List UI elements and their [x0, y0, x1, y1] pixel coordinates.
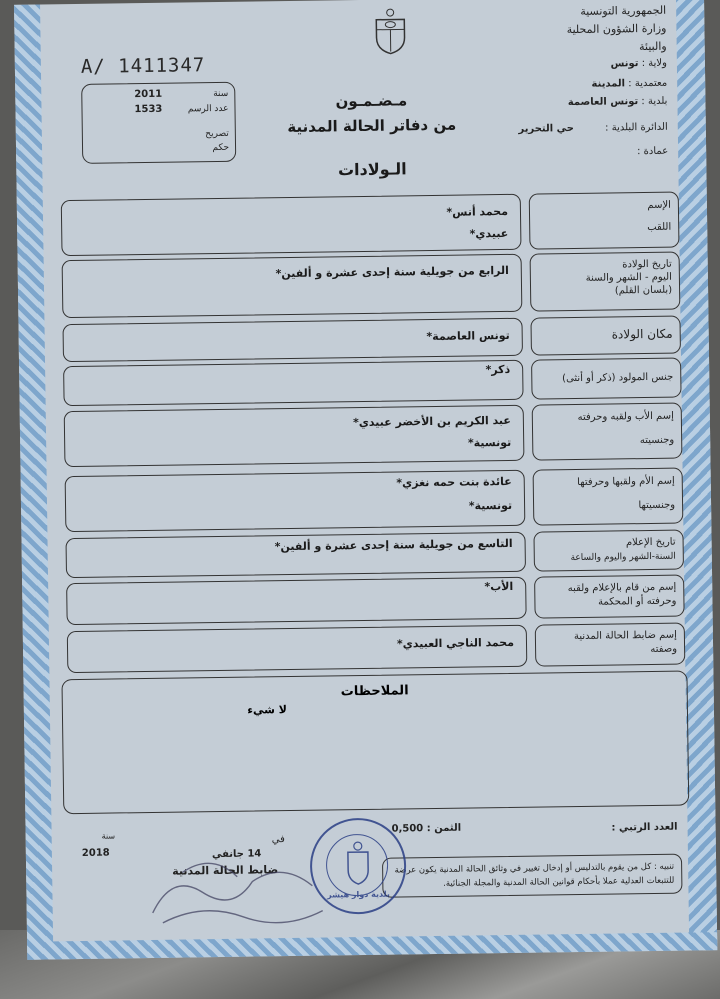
declarant: الأب* [484, 579, 514, 594]
registry-number: 1533 [134, 103, 163, 116]
father-value-cell [64, 405, 525, 467]
name-label-cell: الإسم اللقب [529, 192, 680, 250]
sex-value: ذكر* [485, 362, 511, 377]
dob-value-cell [62, 254, 523, 318]
officer-value-cell [67, 625, 528, 673]
ministry-label: وزارة الشؤون المحلية [566, 21, 667, 37]
wilaya-line: ولاية : تونس [610, 57, 667, 70]
sex-value-cell [63, 360, 524, 406]
number-label: عدد الرسم [187, 103, 229, 115]
issue-year: 2018 [81, 847, 110, 859]
officer-signature-icon [142, 840, 343, 933]
date-line: 14 جانفي [211, 848, 262, 861]
serial-label: العدد الرتبي : [611, 821, 678, 834]
decl-date-label-cell: تاريخ الإعلام السنة-الشهر واليوم والساعة [533, 530, 684, 572]
officer-label-cell: إسم ضابط الحالة المدنية وصفته [535, 623, 686, 667]
row-declarant [66, 575, 685, 626]
warning-box: تنبيه : كل من يقوم بالتدليس أو إدخال تغيير في وثائق الحالة المدنية يكون عرضة للتتبعات العدلية عملا بأحكام قوانين الحالة المدنية والمجلة الجنائية. [382, 854, 683, 898]
year-label: سنة [213, 88, 229, 100]
row-dob [62, 252, 681, 319]
row-pob [62, 316, 680, 363]
officer-title-footer: ضابط الحالة المدنية [172, 863, 279, 878]
mother-nationality: تونسية* [468, 498, 513, 513]
row-mother [65, 468, 684, 533]
father-nationality: تونسية* [467, 435, 512, 450]
mother-value-cell [65, 470, 526, 532]
declaration-label: تصريح [205, 128, 229, 140]
stamp-text: بلدية دوار هيشر [327, 889, 390, 900]
judgment-label: حكم [212, 142, 230, 154]
registry-box [81, 82, 236, 164]
title-line-1: مـضـمـون [335, 91, 408, 111]
decl-date-value-cell [65, 532, 526, 578]
row-father [64, 403, 683, 468]
dob-label-cell: تاريخ الولادة اليوم - الشهر والسنة (بلسان القلم) [530, 252, 681, 312]
price-line: الثمن : 0,500 [391, 822, 462, 835]
father-label-cell: إسم الأب ولقبه وحرفته وجنسيته [532, 403, 683, 461]
mother-name: عائدة بنت حمه نغزي* [396, 474, 512, 490]
row-officer [67, 623, 686, 674]
place-of-birth: تونس العاصمة* [426, 328, 510, 344]
pob-label-cell: مكان الولادة [530, 316, 681, 356]
birth-certificate [14, 0, 717, 960]
officer-name: محمد الناجي العبيدي* [396, 635, 515, 651]
row-name [61, 192, 680, 257]
notes-box [61, 670, 689, 814]
mother-label-cell: إسم الأم ولقبها وحرفتها وجنسيتها [533, 468, 684, 526]
section-title: الـولادات [337, 159, 407, 180]
republic-label: الجمهورية التونسية [580, 3, 667, 18]
father-name: عبد الكريم بن الأخضر عبيدي* [352, 413, 511, 430]
daira-line: الدائرة البلدية : حي التحرير [518, 121, 668, 135]
sex-label-cell: جنس المولود (ذكر أو أنثى) [531, 358, 682, 400]
price-value: 0,500 [391, 823, 424, 835]
row-sex [63, 358, 681, 407]
tunisia-emblem-icon [370, 7, 411, 56]
date-prefix: في [271, 834, 285, 846]
imada-line: عمادة : [637, 145, 669, 158]
serial-number: A/ 1411347 [80, 54, 206, 78]
declarant-label-cell: إسم من قام بالإعلام ولقبه وحرفته أو المحكمة [534, 575, 685, 619]
year-label-footer: سنة [101, 831, 116, 841]
pob-value-cell [62, 318, 522, 362]
row-declaration-date [65, 530, 683, 579]
ministry-label-2: والبيئة [639, 39, 667, 54]
date-of-birth: الرابع من جويلية سنة إحدى عشرة و ألفين* [275, 263, 509, 281]
registry-year: 2011 [134, 88, 163, 101]
declarant-value-cell [66, 577, 527, 625]
surname: عبيدي* [469, 226, 509, 241]
mutamadiya-line: معتمدية : المدينة [591, 77, 668, 90]
declaration-date: التاسع من جويلية سنة إحدى عشرة و ألفين* [274, 536, 513, 554]
notes-text: لا شيء [247, 703, 287, 717]
baladiya-line: بلدية : تونس العاصمة [567, 95, 668, 109]
given-name: محمد أنس* [446, 204, 509, 219]
header-block [486, 2, 667, 59]
title-line-2: من دفاتر الحالة المدنية [287, 115, 457, 137]
notes-heading: الملاحظات [340, 683, 409, 700]
name-value-cell [61, 194, 522, 256]
